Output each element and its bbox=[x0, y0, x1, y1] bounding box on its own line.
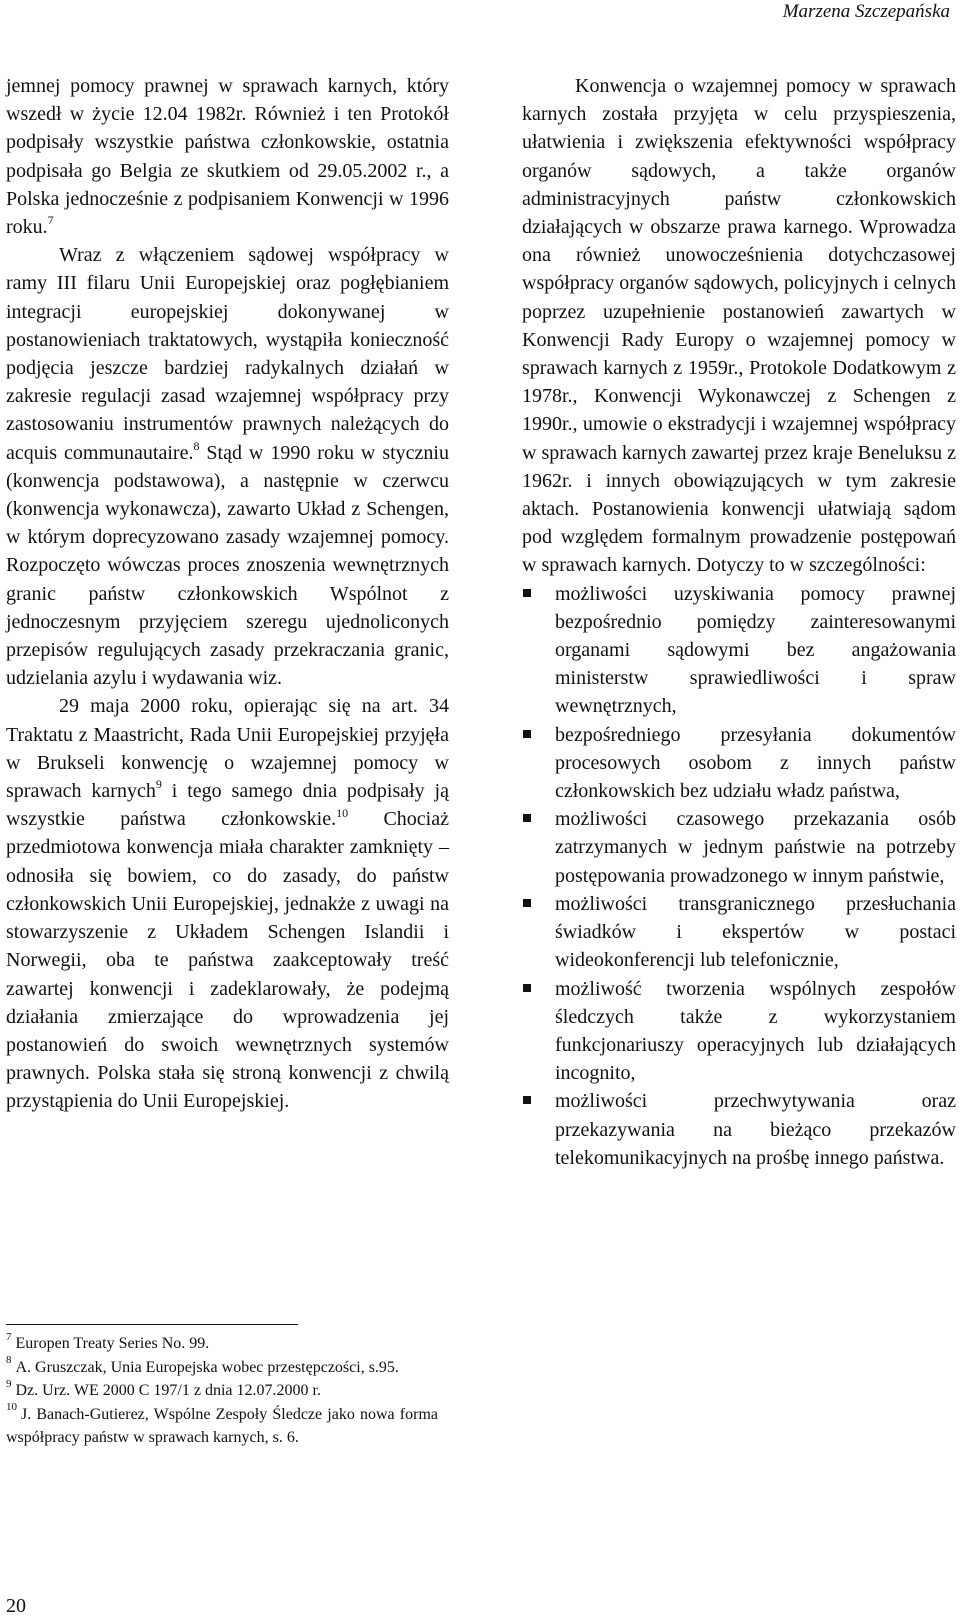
footnote bbox=[6, 1403, 438, 1450]
bullet-list bbox=[522, 580, 956, 1172]
paragraph bbox=[6, 241, 449, 692]
paragraph-text: Wraz z włączeniem sądowej współpracy w ramy III filaru Unii Europejskiej oraz pogłębianiem integracji europejskiej dokonywanej w postanowieniach traktatowych, wystąpiła konieczność podjęcia jeszcze bardziej radykalnych działań w zakresie regulacji zasad wzajemnej współpracy przy zastosowaniu instrumentów prawnych należących do acquis communautaire. bbox=[6, 244, 449, 464]
footnote-text: J. Banach-Gutierez, Wspólne Zespoły Śledcze jako nowa forma współpracy państw w sprawach karnych, s. 6. bbox=[6, 1405, 438, 1446]
square-bullet-icon bbox=[523, 984, 531, 992]
square-bullet-icon bbox=[523, 589, 531, 597]
footnote-ref: 8 bbox=[193, 438, 200, 453]
footnote-number: 7 bbox=[6, 1330, 12, 1343]
square-bullet-icon bbox=[523, 1096, 531, 1104]
list-item bbox=[522, 975, 956, 1088]
list-item-text: możliwości czasowego przekazania osób zatrzymanych w jednym państwie na potrzeby postępowania prowadzonego w innym państwie, bbox=[555, 808, 956, 887]
paragraph-text: i tego samego dnia podpisały ją wszystkie państwa członkowskie. bbox=[6, 780, 449, 831]
footnote bbox=[6, 1332, 438, 1356]
list-item bbox=[522, 805, 956, 890]
footnote-number: 10 bbox=[6, 1401, 17, 1414]
list-item-text: bezpośredniego przesyłania dokumentów procesowych osobom z innych państw członkowskich bez udziału władz państwa, bbox=[555, 723, 956, 803]
footnote-text: Europen Treaty Series No. 99. bbox=[15, 1335, 210, 1352]
footnote-ref: 10 bbox=[336, 805, 349, 820]
square-bullet-icon bbox=[523, 814, 531, 822]
footnote-number: 8 bbox=[6, 1354, 12, 1367]
square-bullet-icon bbox=[523, 899, 531, 907]
list-item bbox=[522, 580, 956, 721]
footnote bbox=[6, 1379, 438, 1403]
list-item bbox=[522, 890, 956, 975]
footnote-number: 9 bbox=[6, 1377, 12, 1390]
list-item bbox=[522, 721, 956, 806]
list-item-text: możliwość tworzenia wspólnych zespołów śledczych także z wykorzystaniem funkcjonariuszy operacyjnych lub działających incognito, bbox=[555, 977, 956, 1085]
square-bullet-icon bbox=[523, 730, 531, 738]
paragraph bbox=[6, 72, 449, 241]
list-item-text: możliwości transgranicznego przesłuchania świadków i ekspertów w postaci wideokonferencji lub telefonicznie, bbox=[555, 892, 956, 972]
paragraph bbox=[6, 692, 449, 1115]
paragraph-text: jemnej pomocy prawnej w sprawach karnych, który wszedł w życie 12.04 1982r. Również i ten Protokół podpisały wszystkie państwa członkowskie, ostatnia podpisała go Belgia ze skutkiem od 29.05.2002 r., a Polska jednocześnie z podpisaniem Konwencji w 1996 roku. bbox=[6, 75, 449, 239]
paragraph: Konwencja o wzajemnej pomocy w sprawach karnych została przyjęta w celu przyspieszenia, ułatwienia i zwiększenia efektywności współpracy organów sądowych, a także organów administracyjnych państw członkowskich działających w obszarze prawa karnego. Wprowadza ona również unowocześnienia dotychczasowej współpracy organów sądowych, policyjnych i celnych poprzez uzupełnienie postanowień zawartych w Konwencji Rady Europy o wzajemnej pomocy w sprawach karnych z 1959r., Protokole Dodatkowym z 1978r., Konwencji Wykonawczej z Schengen z 1990r., umowie o ekstradycji i wzajemnej współpracy w sprawach karnych zawartej przez kraje Beneluksu z 1962r. i innych obowiązujących w tym zakresie aktach. Postanowienia konwencji ułatwiają sądom pod względem formalnym prowadzenie postępowań w sprawach karnych. Dotyczy to w szczególności: bbox=[522, 75, 956, 577]
list-item-text: możliwości przechwytywania oraz przekazywania na bieżąco przekazów telekomunikacyjnych na prośbę innego państwa. bbox=[555, 1090, 956, 1169]
footnote bbox=[6, 1356, 438, 1380]
footnote-ref: 7 bbox=[47, 213, 54, 228]
list-item-text: możliwości uzyskiwania pomocy prawnej bezpośrednio pomiędzy zainteresowanymi organami sądowymi bez angażowania ministerstw sprawiedliwości i spraw wewnętrznych, bbox=[555, 582, 956, 718]
right-column bbox=[522, 72, 956, 1172]
page-number: 20 bbox=[6, 1595, 26, 1617]
footnote-text: Dz. Urz. WE 2000 C 197/1 z dnia 12.07.2000 r. bbox=[15, 1382, 321, 1399]
footnote-divider bbox=[6, 1324, 298, 1325]
paragraph-text: 29 maja 2000 roku, opierając się na art. 34 Traktatu z Maastricht, Rada Unii Europejskiej przyjęła w Brukseli konwencję o wzajemnej pomocy w sprawach karnych bbox=[6, 695, 449, 803]
footnote-ref: 9 bbox=[155, 777, 162, 792]
list-item bbox=[522, 1087, 956, 1172]
paragraph-text: Chociaż przedmiotowa konwencja miała charakter zamknięty – odnosiła się bowiem, co do zasady, do państw członkowskich Unii Europejskiej, jednakże z uwagi na stowarzyszenie z Układem Schengen Islandii i Norwegii, oba te państwa zaakceptowały treść zawartej konwencji i zadeklarowały, że podejmą działania zmierzające do wprowadzenia jej postanowień do swoich wewnętrznych systemów prawnych. Polska stała się stroną konwencji z chwilą przystąpienia do Unii Europejskiej. bbox=[6, 808, 449, 1113]
paragraph-text: Stąd w 1990 roku w styczniu (konwencja podstawowa), a następnie w czerwcu (konwencja wykonawcza), zawarto Układ z Schengen, w którym doprecyzowano zasady wzajemnej pomocy. Rozpoczęto wówczas proces znoszenia wewnętrznych granic państw członkowskich Wspólnot z jednoczesnym przyjęciem szeregu ujednoliconych przepisów regulujących zasady przekraczania granic, udzielania azylu i wydawania wiz. bbox=[6, 441, 449, 690]
footnote-text: A. Gruszczak, Unia Europejska wobec przestępczości, s.95. bbox=[15, 1358, 399, 1376]
running-header: Marzena Szczepańska bbox=[782, 1, 950, 22]
footnotes bbox=[6, 1332, 438, 1450]
left-column bbox=[6, 72, 449, 1116]
